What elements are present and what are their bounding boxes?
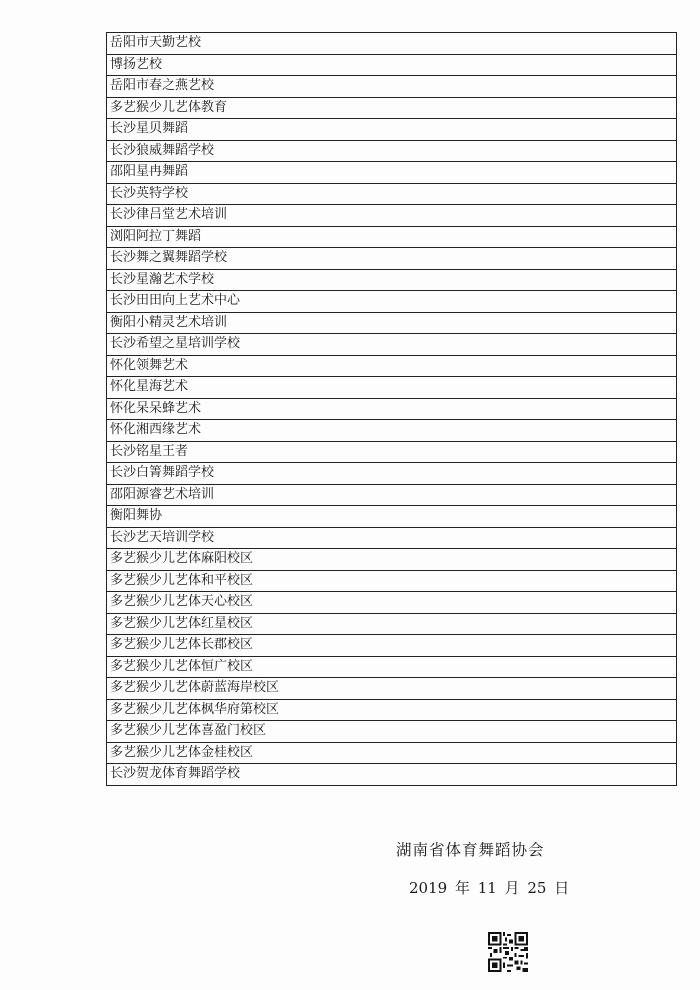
table-row — [107, 570, 677, 592]
table-row — [107, 312, 677, 334]
table-row — [107, 76, 677, 98]
organization-name-cell: 长沙英特学校 — [107, 183, 677, 205]
organization-name-cell: 长沙铭星王者 — [107, 441, 677, 463]
table-row — [107, 549, 677, 571]
organization-name-cell: 多艺猴少儿艺体蔚蓝海岸校区 — [107, 678, 677, 700]
table-row — [107, 33, 677, 55]
table-row — [107, 484, 677, 506]
table-row — [107, 742, 677, 764]
organization-name-cell: 多艺猴少儿艺体教育 — [107, 97, 677, 119]
organization-name-cell: 邵阳星冉舞蹈 — [107, 162, 677, 184]
organization-name-cell: 长沙狼威舞蹈学校 — [107, 140, 677, 162]
table-row — [107, 398, 677, 420]
table-row — [107, 248, 677, 270]
organization-name-cell: 多艺猴少儿艺体金桂校区 — [107, 742, 677, 764]
organization-name-cell: 多艺猴少儿艺体枫华府第校区 — [107, 699, 677, 721]
organization-name-cell: 怀化呆呆蜂艺术 — [107, 398, 677, 420]
table-row — [107, 441, 677, 463]
table-row — [107, 334, 677, 356]
organization-name-cell: 邵阳源睿艺术培训 — [107, 484, 677, 506]
organization-name-cell: 多艺猴少儿艺体长郡校区 — [107, 635, 677, 657]
organization-name-cell: 怀化湘西缘艺术 — [107, 420, 677, 442]
organization-name-cell: 衡阳小精灵艺术培训 — [107, 312, 677, 334]
organization-name-cell: 浏阳阿拉丁舞蹈 — [107, 226, 677, 248]
table-row — [107, 699, 677, 721]
table-row — [107, 527, 677, 549]
table-row — [107, 721, 677, 743]
table-row — [107, 592, 677, 614]
organization-name-cell: 怀化星海艺术 — [107, 377, 677, 399]
organization-name-cell: 长沙希望之星培训学校 — [107, 334, 677, 356]
table-row — [107, 764, 677, 786]
organization-name-cell: 多艺猴少儿艺体恒广校区 — [107, 656, 677, 678]
organization-table — [106, 32, 677, 786]
table-row — [107, 140, 677, 162]
table-row — [107, 420, 677, 442]
table-row — [107, 205, 677, 227]
organization-name-cell: 博扬艺校 — [107, 54, 677, 76]
organization-name-cell: 岳阳市天勤艺校 — [107, 33, 677, 55]
table-row — [107, 54, 677, 76]
table-row — [107, 463, 677, 485]
table-row — [107, 656, 677, 678]
organization-name-cell: 长沙艺天培训学校 — [107, 527, 677, 549]
table-row — [107, 183, 677, 205]
organization-name-cell: 岳阳市春之燕艺校 — [107, 76, 677, 98]
table-row — [107, 97, 677, 119]
organization-name-cell: 长沙星贝舞蹈 — [107, 119, 677, 141]
qr-code-icon — [488, 932, 528, 972]
table-row — [107, 506, 677, 528]
table-row — [107, 291, 677, 313]
issue-date: 2019 年 11 月 25 日 — [409, 879, 570, 897]
table-row — [107, 377, 677, 399]
table-row — [107, 355, 677, 377]
organization-name-cell: 长沙律吕堂艺术培训 — [107, 205, 677, 227]
organization-name-cell: 多艺猴少儿艺体喜盈门校区 — [107, 721, 677, 743]
table-row — [107, 269, 677, 291]
organization-name-cell: 长沙舞之翼舞蹈学校 — [107, 248, 677, 270]
organization-name-cell: 多艺猴少儿艺体麻阳校区 — [107, 549, 677, 571]
organization-table-body — [107, 33, 677, 786]
organization-name-cell: 衡阳舞协 — [107, 506, 677, 528]
organization-name-cell: 长沙贺龙体育舞蹈学校 — [107, 764, 677, 786]
organization-name-cell: 怀化领舞艺术 — [107, 355, 677, 377]
table-row — [107, 226, 677, 248]
table-row — [107, 678, 677, 700]
issuing-organization: 湖南省体育舞蹈协会 — [396, 841, 545, 859]
organization-name-cell: 多艺猴少儿艺体和平校区 — [107, 570, 677, 592]
table-row — [107, 613, 677, 635]
organization-name-cell: 长沙田田向上艺术中心 — [107, 291, 677, 313]
organization-name-cell: 长沙白箐舞蹈学校 — [107, 463, 677, 485]
organization-name-cell: 多艺猴少儿艺体天心校区 — [107, 592, 677, 614]
table-row — [107, 635, 677, 657]
table-row — [107, 162, 677, 184]
organization-name-cell: 长沙星瀚艺术学校 — [107, 269, 677, 291]
table-row — [107, 119, 677, 141]
organization-name-cell: 多艺猴少儿艺体红星校区 — [107, 613, 677, 635]
